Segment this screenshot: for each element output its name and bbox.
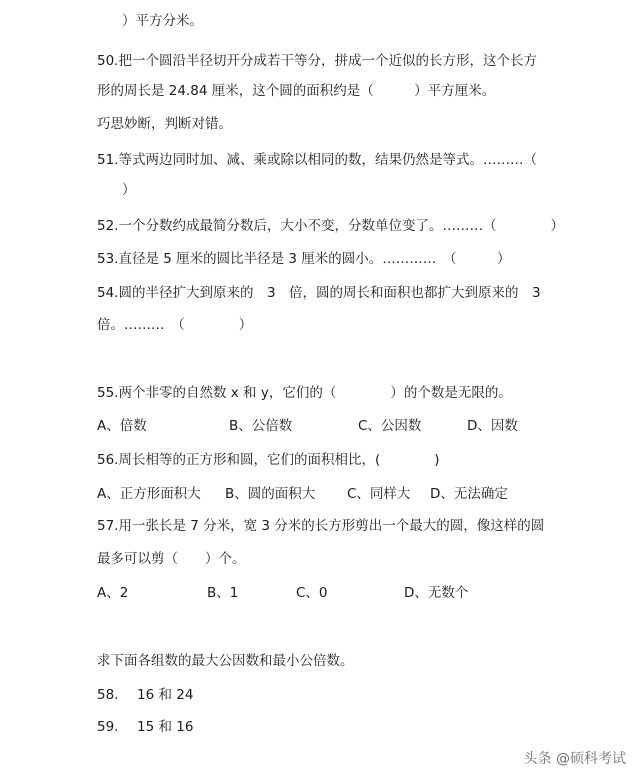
q55-option-c: C、公因数 xyxy=(358,418,422,434)
question-54-line2: 倍。……… （ ） xyxy=(97,317,253,333)
question-59-value: 15 和 16 xyxy=(137,719,194,735)
question-51-line2: ） xyxy=(122,182,136,198)
q57-option-b: B、1 xyxy=(207,585,239,601)
question-58-number: 58. xyxy=(97,687,119,703)
question-55: 55.两个非零的自然数 x 和 y，它们的（ ）的个数是无限的。 xyxy=(97,385,512,401)
q56-option-c: C、同样大 xyxy=(347,486,411,502)
q55-option-b: B、公倍数 xyxy=(229,418,293,434)
question-56: 56.周长相等的正方形和圆，它们的面积相比，( ) xyxy=(97,452,440,468)
question-54-line1: 54.圆的半径扩大到原来的 3 倍，圆的周长和面积也都扩大到原来的 3 xyxy=(97,285,541,301)
q57-option-d: D、无数个 xyxy=(404,585,469,601)
q57-option-c: C、0 xyxy=(296,585,328,601)
question-58-value: 16 和 24 xyxy=(137,687,194,703)
q56-option-d: D、无法确定 xyxy=(430,486,508,502)
q55-option-d: D、因数 xyxy=(467,418,518,434)
q57-option-a: A、2 xyxy=(97,585,129,601)
question-57-line2: 最多可以剪（ ）个。 xyxy=(97,551,246,567)
prev-answer-tail: ）平方分米。 xyxy=(122,13,203,29)
q55-option-a: A、倍数 xyxy=(97,418,147,434)
question-51-line1: 51.等式两边同时加、减、乘或除以相同的数，结果仍然是等式。………（ xyxy=(97,152,537,168)
q56-option-a: A、正方形面积大 xyxy=(97,486,201,502)
section-heading-judge: 巧思妙断，判断对错。 xyxy=(97,116,232,132)
question-57-line1: 57.用一张长是 7 分米，宽 3 分米的长方形剪出一个最大的圆，像这样的圆 xyxy=(97,518,545,534)
question-52: 52.一个分数约成最简分数后，大小不变，分数单位变了。………（ ） xyxy=(97,218,564,234)
question-50-line2: 形的周长是 24.84 厘米，这个圆的面积约是（ ）平方厘米。 xyxy=(97,83,496,99)
watermark: 头条 @硕科考试 xyxy=(523,751,626,767)
question-50-line1: 50.把一个圆沿半径切开分成若干等分，拼成一个近似的长方形，这个长方 xyxy=(97,53,537,69)
q56-option-b: B、圆的面积大 xyxy=(225,486,316,502)
question-59-number: 59. xyxy=(97,719,119,735)
question-53: 53.直径是 5 厘米的圆比半径是 3 厘米的圆小。………… （ ） xyxy=(97,251,511,267)
section-heading-gcd-lcm: 求下面各组数的最大公因数和最小公倍数。 xyxy=(97,653,354,669)
